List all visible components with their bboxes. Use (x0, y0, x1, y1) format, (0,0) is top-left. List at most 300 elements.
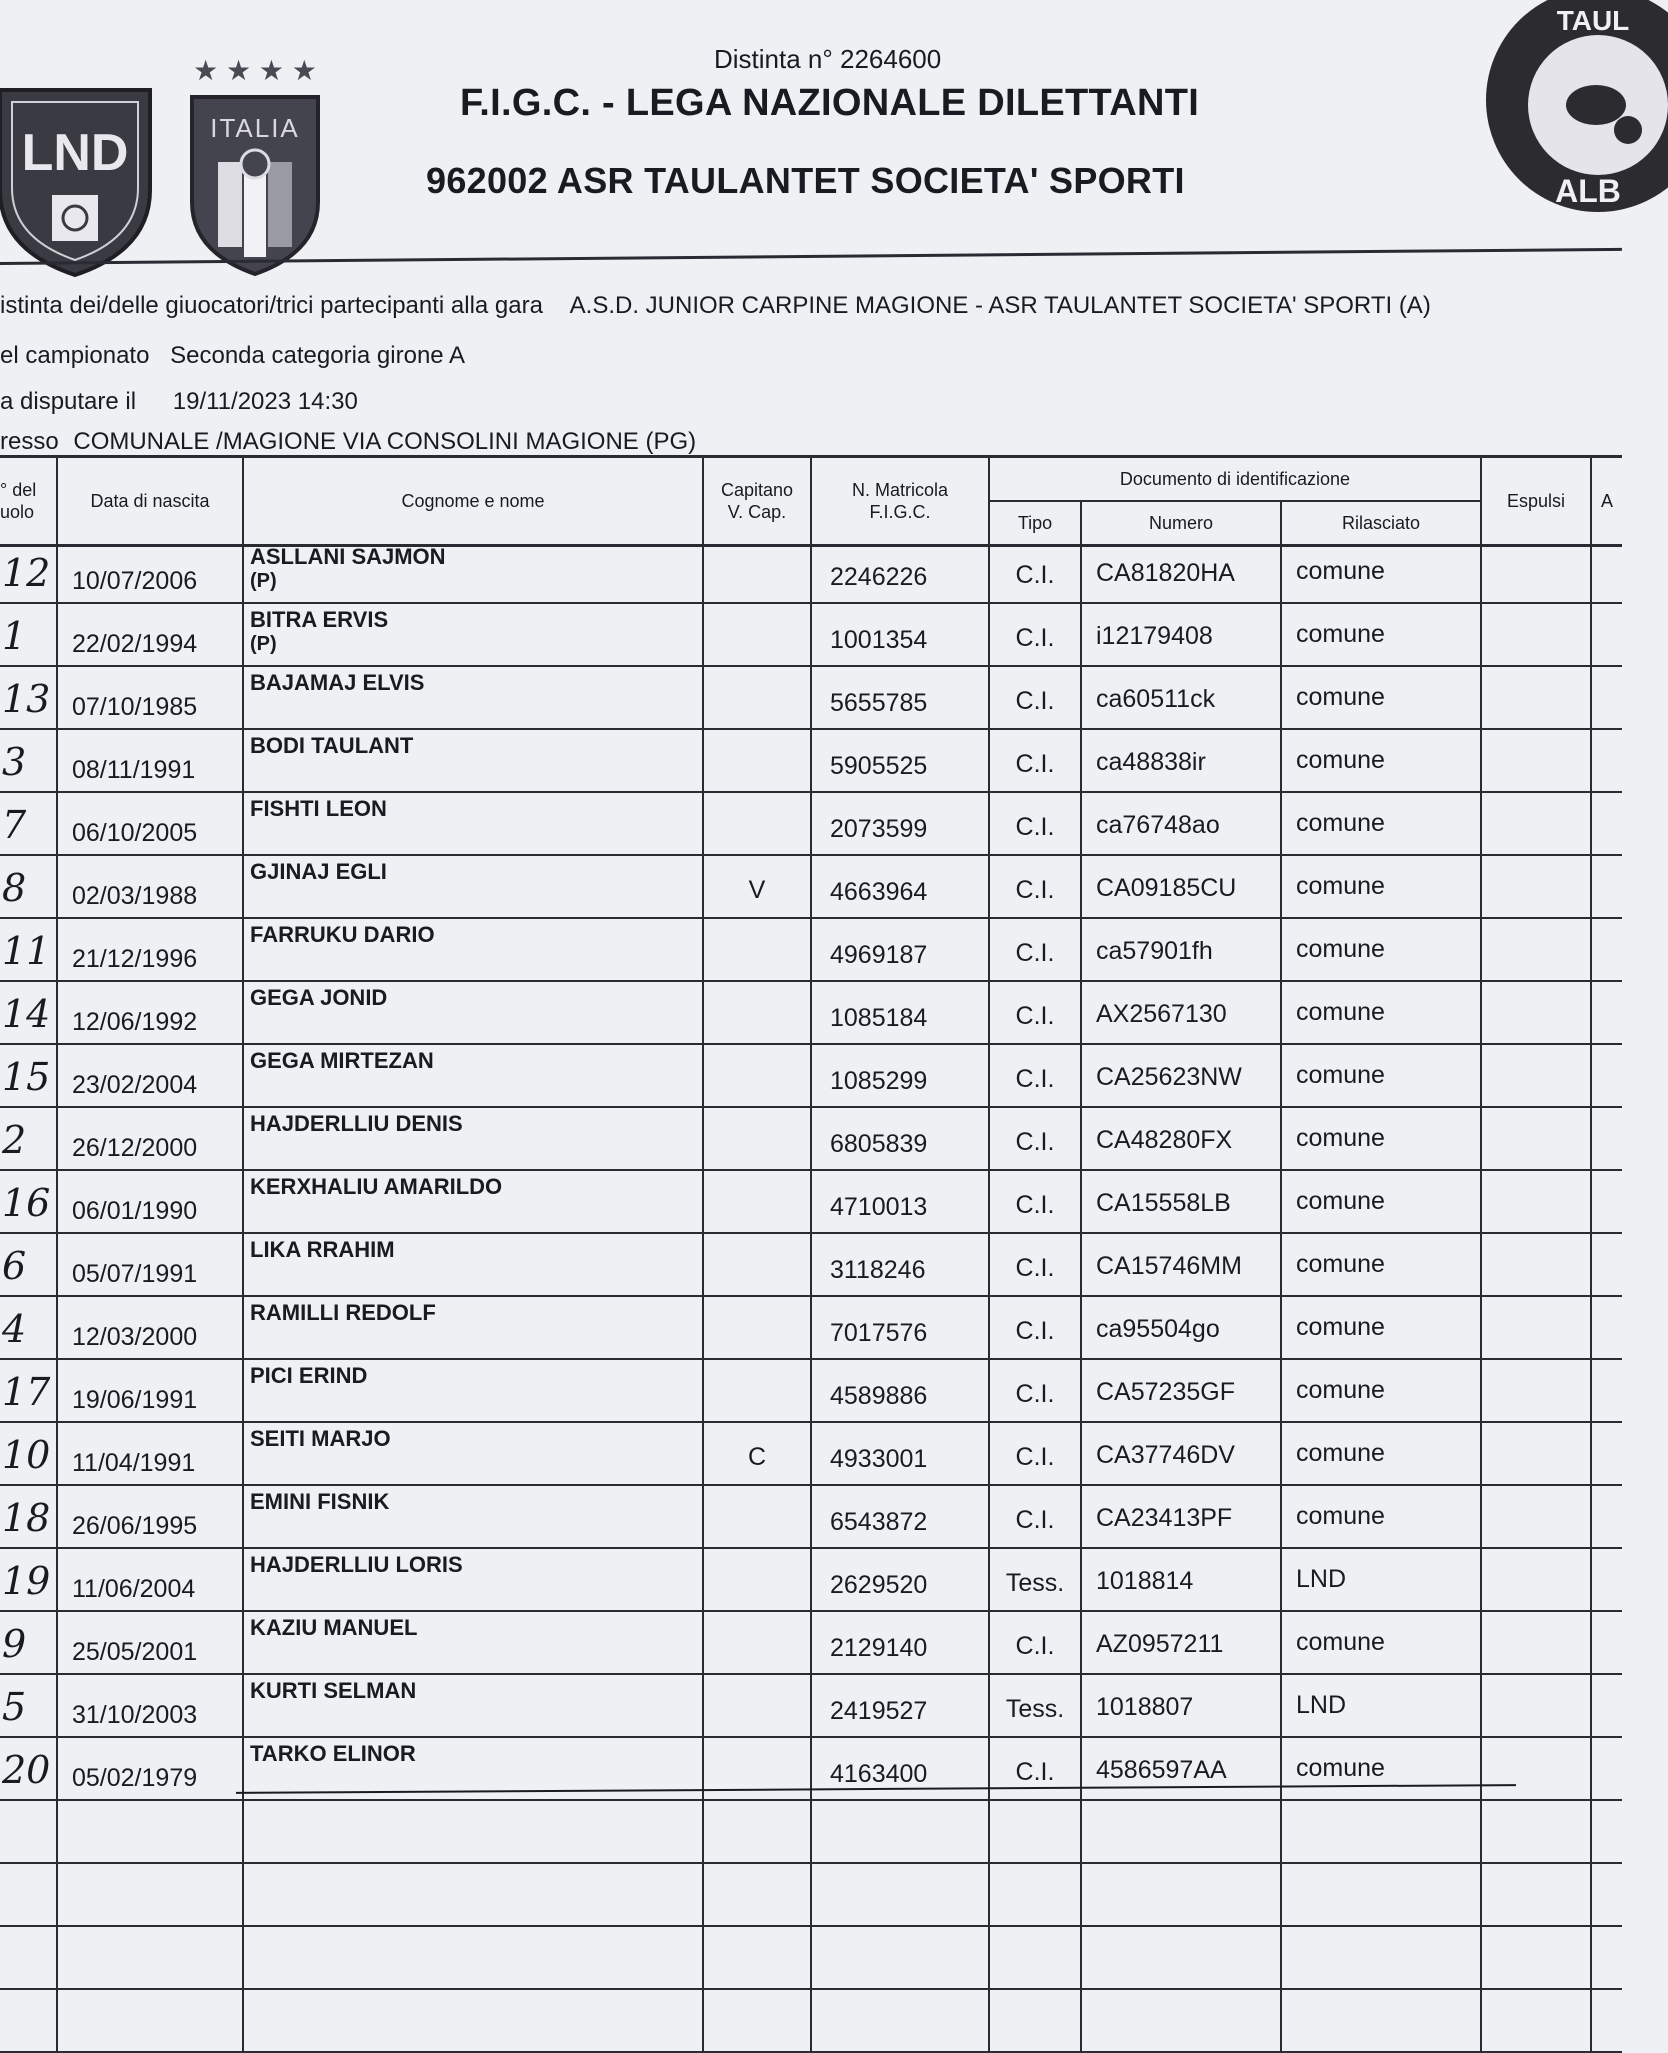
header-captain: Capitano V. Cap. (704, 458, 812, 544)
table-row (0, 793, 1622, 856)
player-doc-number: AX2567130 (1082, 982, 1282, 1045)
player-extra (1592, 1927, 1622, 1990)
player-doc-issuer: comune (1282, 1486, 1482, 1549)
player-dob: 26/06/1995 (58, 1486, 244, 1549)
player-matricola: 3118246 (812, 1234, 990, 1297)
player-number (0, 1927, 58, 1990)
player-name-cell (244, 919, 704, 982)
player-matricola (812, 1801, 990, 1864)
player-matricola: 2419527 (812, 1675, 990, 1738)
player-expelled (1482, 793, 1592, 856)
player-doc-type: C.I. (990, 1486, 1082, 1549)
player-number: 12 (0, 541, 58, 604)
player-number: 13 (0, 667, 58, 730)
player-expelled (1482, 1360, 1592, 1423)
player-number (0, 1801, 58, 1864)
player-number: 20 (0, 1738, 58, 1801)
player-name-cell (244, 667, 704, 730)
player-dob: 06/10/2005 (58, 793, 244, 856)
player-expelled (1482, 1108, 1592, 1171)
club-title: 962002 ASR TAULANTET SOCIETA' SPORTI (426, 160, 1185, 201)
player-matricola: 5655785 (812, 667, 990, 730)
player-expelled (1482, 1612, 1592, 1675)
player-expelled (1482, 541, 1592, 604)
player-doc-issuer (1282, 1927, 1482, 1990)
player-number: 19 (0, 1549, 58, 1612)
player-dob: 22/02/1994 (58, 604, 244, 667)
player-doc-type (990, 1801, 1082, 1864)
player-extra (1592, 1738, 1622, 1801)
player-name-cell (244, 1297, 704, 1360)
player-doc-issuer: comune (1282, 667, 1482, 730)
player-doc-number: CA09185CU (1082, 856, 1282, 919)
table-row (0, 1675, 1622, 1738)
player-dob: 21/12/1996 (58, 919, 244, 982)
player-doc-type (990, 1990, 1082, 2053)
club-logo-top-text: TAUL (1556, 5, 1630, 36)
player-name: EMINI FISNIK (250, 1489, 390, 1514)
player-number: 1 (0, 604, 58, 667)
player-name: GEGA MIRTEZAN (250, 1048, 434, 1073)
player-doc-number (1082, 1801, 1282, 1864)
player-extra (1592, 1171, 1622, 1234)
header-doc-group: Documento di identificazione (990, 458, 1482, 500)
player-doc-issuer: comune (1282, 1171, 1482, 1234)
player-expelled (1482, 1927, 1592, 1990)
player-number: 5 (0, 1675, 58, 1738)
table-row (0, 1549, 1622, 1612)
player-role: (P) (250, 570, 277, 592)
header-last: A (1600, 491, 1613, 511)
player-doc-type: C.I. (990, 1738, 1082, 1801)
player-dob: 25/05/2001 (58, 1612, 244, 1675)
player-name: BAJAMAJ ELVIS (250, 670, 425, 695)
player-name-cell (244, 1864, 704, 1927)
player-captain: V (704, 856, 812, 919)
italia-logo (180, 52, 330, 277)
player-doc-issuer: comune (1282, 1360, 1482, 1423)
player-name-cell (244, 793, 704, 856)
player-name-cell (244, 730, 704, 793)
club-logo-bottom-text: ALB (1555, 173, 1621, 209)
player-name: LIKA RRAHIM (250, 1237, 395, 1262)
player-doc-number (1082, 1990, 1282, 2053)
player-expelled (1482, 1297, 1592, 1360)
player-name: BODI TAULANT (250, 733, 414, 758)
player-matricola: 6543872 (812, 1486, 990, 1549)
player-dob: 11/04/1991 (58, 1423, 244, 1486)
player-matricola: 5905525 (812, 730, 990, 793)
player-dob (58, 1801, 244, 1864)
player-doc-number: CA57235GF (1082, 1360, 1282, 1423)
table-row (0, 1864, 1622, 1927)
player-doc-issuer: comune (1282, 1297, 1482, 1360)
player-doc-type (990, 1864, 1082, 1927)
player-extra (1592, 1675, 1622, 1738)
player-extra (1592, 982, 1622, 1045)
player-matricola (812, 1990, 990, 2053)
player-matricola: 4663964 (812, 856, 990, 919)
player-dob: 31/10/2003 (58, 1675, 244, 1738)
player-extra (1592, 919, 1622, 982)
player-doc-type: C.I. (990, 1108, 1082, 1171)
header-matricola: N. Matricola F.I.G.C. (812, 458, 990, 544)
player-number: 2 (0, 1108, 58, 1171)
table-row (0, 982, 1622, 1045)
table-row (0, 1108, 1622, 1171)
player-doc-type: C.I. (990, 856, 1082, 919)
player-extra (1592, 1360, 1622, 1423)
player-doc-number: CA25623NW (1082, 1045, 1282, 1108)
player-number: 9 (0, 1612, 58, 1675)
player-doc-type (990, 1927, 1082, 1990)
gara-value: A.S.D. JUNIOR CARPINE MAGIONE - ASR TAULANTET SOCIETA' SPORTI (A) (569, 292, 1431, 319)
player-doc-number: ca48838ir (1082, 730, 1282, 793)
player-expelled (1482, 1423, 1592, 1486)
data-label: a disputare il (0, 388, 137, 415)
player-extra (1592, 541, 1622, 604)
table-row (0, 1801, 1622, 1864)
player-extra (1592, 730, 1622, 793)
player-number: 16 (0, 1171, 58, 1234)
player-name-cell (244, 1549, 704, 1612)
player-doc-issuer: comune (1282, 604, 1482, 667)
player-name-cell (244, 1171, 704, 1234)
player-matricola: 1001354 (812, 604, 990, 667)
player-dob: 23/02/2004 (58, 1045, 244, 1108)
table-row (0, 919, 1622, 982)
player-expelled (1482, 1801, 1592, 1864)
info-data (0, 388, 358, 416)
player-matricola: 6805839 (812, 1108, 990, 1171)
player-number: 18 (0, 1486, 58, 1549)
player-extra (1592, 1486, 1622, 1549)
player-captain: C (704, 1423, 812, 1486)
player-extra (1592, 1423, 1622, 1486)
header-rilasciato: Rilasciato (1282, 500, 1482, 544)
player-matricola: 1085299 (812, 1045, 990, 1108)
player-name-cell (244, 1990, 704, 2053)
player-dob: 11/06/2004 (58, 1549, 244, 1612)
player-captain (704, 982, 812, 1045)
player-doc-issuer: comune (1282, 856, 1482, 919)
player-captain (704, 1801, 812, 1864)
table-row (0, 1990, 1622, 2053)
player-name: GJINAJ EGLI (250, 859, 387, 884)
player-number: 7 (0, 793, 58, 856)
player-doc-number: CA15558LB (1082, 1171, 1282, 1234)
player-captain (704, 1738, 812, 1801)
header-espulsi: Espulsi (1482, 458, 1592, 544)
player-dob: 05/07/1991 (58, 1234, 244, 1297)
player-matricola: 4589886 (812, 1360, 990, 1423)
info-campionato (0, 342, 465, 370)
player-doc-number: CA48280FX (1082, 1108, 1282, 1171)
player-name: KAZIU MANUEL (250, 1615, 418, 1640)
player-number: 3 (0, 730, 58, 793)
table-row (0, 1486, 1622, 1549)
club-logo (1478, 0, 1668, 230)
presso-label: resso (0, 428, 59, 455)
player-extra (1592, 793, 1622, 856)
player-captain (704, 793, 812, 856)
player-extra (1592, 1108, 1622, 1171)
player-expelled (1482, 856, 1592, 919)
player-number: 11 (0, 919, 58, 982)
header-name: Cognome e nome (244, 458, 704, 544)
player-matricola (812, 1927, 990, 1990)
player-doc-number: AZ0957211 (1082, 1612, 1282, 1675)
player-expelled (1482, 730, 1592, 793)
player-extra (1592, 1234, 1622, 1297)
player-name: PICI ERIND (250, 1363, 368, 1388)
player-name: HAJDERLLIU LORIS (250, 1552, 463, 1577)
player-expelled (1482, 982, 1592, 1045)
player-doc-number: i12179408 (1082, 604, 1282, 667)
player-captain (704, 1486, 812, 1549)
player-name: KERXHALIU AMARILDO (250, 1174, 503, 1199)
player-dob: 07/10/1985 (58, 667, 244, 730)
player-matricola: 4969187 (812, 919, 990, 982)
player-doc-type: C.I. (990, 1423, 1082, 1486)
federation-title: F.I.G.C. - LEGA NAZIONALE DILETTANTI (460, 82, 1200, 124)
player-dob (58, 1990, 244, 2053)
player-matricola: 7017576 (812, 1297, 990, 1360)
table-row (0, 730, 1622, 793)
player-matricola: 1085184 (812, 982, 990, 1045)
player-captain (704, 1297, 812, 1360)
player-doc-issuer: comune (1282, 1045, 1482, 1108)
player-captain (704, 1675, 812, 1738)
player-doc-issuer: comune (1282, 1108, 1482, 1171)
player-name-cell (244, 1927, 704, 1990)
player-expelled (1482, 919, 1592, 982)
player-captain (704, 1108, 812, 1171)
table-row (0, 667, 1622, 730)
data-value: 19/11/2023 14:30 (172, 388, 358, 415)
table-row (0, 1234, 1622, 1297)
player-doc-type: C.I. (990, 982, 1082, 1045)
table-row (0, 1360, 1622, 1423)
player-number: 14 (0, 982, 58, 1045)
table-row (0, 541, 1622, 604)
campionato-value: Seconda categoria girone A (170, 342, 465, 369)
player-matricola (812, 1864, 990, 1927)
player-name-cell (244, 1234, 704, 1297)
player-doc-type: C.I. (990, 1360, 1082, 1423)
player-captain (704, 667, 812, 730)
player-doc-number: 1018807 (1082, 1675, 1282, 1738)
distinta-number: Distinta n° 2264600 (714, 44, 942, 74)
player-doc-number: ca95504go (1082, 1297, 1282, 1360)
player-role: (P) (250, 633, 277, 655)
player-name: KURTI SELMAN (250, 1678, 417, 1703)
player-number: 17 (0, 1360, 58, 1423)
player-matricola: 4710013 (812, 1171, 990, 1234)
player-captain (704, 1927, 812, 1990)
player-doc-number: CA81820HA (1082, 541, 1282, 604)
player-doc-issuer: comune (1282, 730, 1482, 793)
player-expelled (1482, 1234, 1592, 1297)
player-doc-issuer: LND (1282, 1675, 1482, 1738)
player-name: HAJDERLLIU DENIS (250, 1111, 463, 1136)
table-row (0, 856, 1622, 919)
player-number: 6 (0, 1234, 58, 1297)
player-dob (58, 1927, 244, 1990)
player-expelled (1482, 1675, 1592, 1738)
player-name-cell (244, 1486, 704, 1549)
player-name: TARKO ELINOR (250, 1741, 416, 1766)
player-doc-number (1082, 1864, 1282, 1927)
player-captain (704, 1234, 812, 1297)
player-name-cell (244, 1360, 704, 1423)
player-name-cell (244, 1423, 704, 1486)
table-row (0, 1171, 1622, 1234)
player-doc-issuer: comune (1282, 1234, 1482, 1297)
player-expelled (1482, 667, 1592, 730)
italia-logo-text: ITALIA (210, 113, 300, 143)
player-doc-number: 4586597AA (1082, 1738, 1282, 1801)
player-doc-type: C.I. (990, 730, 1082, 793)
player-doc-number: CA23413PF (1082, 1486, 1282, 1549)
player-name: FISHTI LEON (250, 796, 387, 821)
header-num: ° del uolo (0, 458, 58, 544)
player-doc-number: ca57901fh (1082, 919, 1282, 982)
player-doc-type: C.I. (990, 1045, 1082, 1108)
player-extra (1592, 1864, 1622, 1927)
player-doc-type: C.I. (990, 793, 1082, 856)
player-captain (704, 919, 812, 982)
player-matricola: 4933001 (812, 1423, 990, 1486)
info-presso (0, 428, 696, 456)
player-extra (1592, 1297, 1622, 1360)
lnd-logo-text: LND (21, 124, 129, 182)
player-dob: 10/07/2006 (58, 541, 244, 604)
player-matricola: 2073599 (812, 793, 990, 856)
player-dob: 26/12/2000 (58, 1108, 244, 1171)
player-number: 4 (0, 1297, 58, 1360)
player-expelled (1482, 1486, 1592, 1549)
player-doc-type: C.I. (990, 604, 1082, 667)
player-doc-issuer: comune (1282, 793, 1482, 856)
player-doc-number: CA15746MM (1082, 1234, 1282, 1297)
player-name: BITRA ERVIS (250, 607, 389, 632)
player-captain (704, 1612, 812, 1675)
player-captain (704, 541, 812, 604)
player-captain (704, 1171, 812, 1234)
player-name: GEGA JONID (250, 985, 388, 1010)
player-matricola: 4163400 (812, 1738, 990, 1801)
player-number: 15 (0, 1045, 58, 1108)
table-row (0, 604, 1622, 667)
player-doc-issuer: comune (1282, 1738, 1482, 1801)
player-matricola: 2129140 (812, 1612, 990, 1675)
player-doc-issuer: comune (1282, 1423, 1482, 1486)
player-name: FARRUKU DARIO (250, 922, 435, 947)
player-extra (1592, 1990, 1622, 2053)
presso-value: COMUNALE /MAGIONE VIA CONSOLINI MAGIONE (PG) (73, 428, 697, 455)
player-extra (1592, 1612, 1622, 1675)
player-name-cell (244, 541, 704, 604)
player-doc-number: 1018814 (1082, 1549, 1282, 1612)
player-extra (1592, 1549, 1622, 1612)
player-doc-type: C.I. (990, 1171, 1082, 1234)
player-name: RAMILLI REDOLF (250, 1300, 436, 1325)
table-row (0, 1297, 1622, 1360)
header-numero: Numero (1082, 500, 1282, 544)
player-doc-issuer: LND (1282, 1549, 1482, 1612)
player-name-cell (244, 1801, 704, 1864)
player-name: SEITI MARJO (250, 1426, 391, 1451)
player-matricola: 2246226 (812, 541, 990, 604)
player-dob: 02/03/1988 (58, 856, 244, 919)
player-captain (704, 1864, 812, 1927)
player-doc-type: C.I. (990, 919, 1082, 982)
player-doc-type: Tess. (990, 1675, 1082, 1738)
player-matricola: 2629520 (812, 1549, 990, 1612)
player-dob: 05/02/1979 (58, 1738, 244, 1801)
player-expelled (1482, 1549, 1592, 1612)
player-dob: 19/06/1991 (58, 1360, 244, 1423)
player-doc-issuer: comune (1282, 982, 1482, 1045)
info-gara (0, 292, 1431, 320)
table-row (0, 1612, 1622, 1675)
player-number: 8 (0, 856, 58, 919)
player-doc-number: CA37746DV (1082, 1423, 1282, 1486)
header-dob: Data di nascita (58, 458, 244, 544)
player-expelled (1482, 1171, 1592, 1234)
player-expelled (1482, 1738, 1592, 1801)
player-captain (704, 1990, 812, 2053)
player-doc-number (1082, 1927, 1282, 1990)
player-doc-type: C.I. (990, 1234, 1082, 1297)
player-doc-type: C.I. (990, 541, 1082, 604)
player-captain (704, 730, 812, 793)
player-captain (704, 1549, 812, 1612)
player-captain (704, 604, 812, 667)
player-name-cell (244, 982, 704, 1045)
table-header-row (0, 455, 1622, 547)
player-name-cell (244, 1108, 704, 1171)
player-name: ASLLANI SAJMON (250, 544, 446, 569)
player-doc-number: ca76748ao (1082, 793, 1282, 856)
player-extra (1592, 856, 1622, 919)
gara-label: istinta dei/delle giuocatori/trici partecipanti alla gara (0, 292, 543, 319)
player-dob: 12/03/2000 (58, 1297, 244, 1360)
player-extra (1592, 604, 1622, 667)
player-dob: 06/01/1990 (58, 1171, 244, 1234)
player-doc-issuer (1282, 1801, 1482, 1864)
table-row (0, 1423, 1622, 1486)
player-doc-type: C.I. (990, 1297, 1082, 1360)
player-doc-number: ca60511ck (1082, 667, 1282, 730)
player-expelled (1482, 1990, 1592, 2053)
player-doc-issuer (1282, 1864, 1482, 1927)
player-doc-issuer (1282, 1990, 1482, 2053)
player-number (0, 1990, 58, 2053)
player-doc-type: C.I. (990, 667, 1082, 730)
player-extra (1592, 1801, 1622, 1864)
player-expelled (1482, 1864, 1592, 1927)
player-expelled (1482, 1045, 1592, 1108)
player-captain (704, 1045, 812, 1108)
campionato-label: el campionato (0, 342, 150, 369)
table-row (0, 1927, 1622, 1990)
player-expelled (1482, 604, 1592, 667)
player-name-cell (244, 1612, 704, 1675)
svg-text:★ ★ ★ ★: ★ ★ ★ ★ (193, 55, 317, 86)
header-tipo: Tipo (990, 500, 1082, 544)
